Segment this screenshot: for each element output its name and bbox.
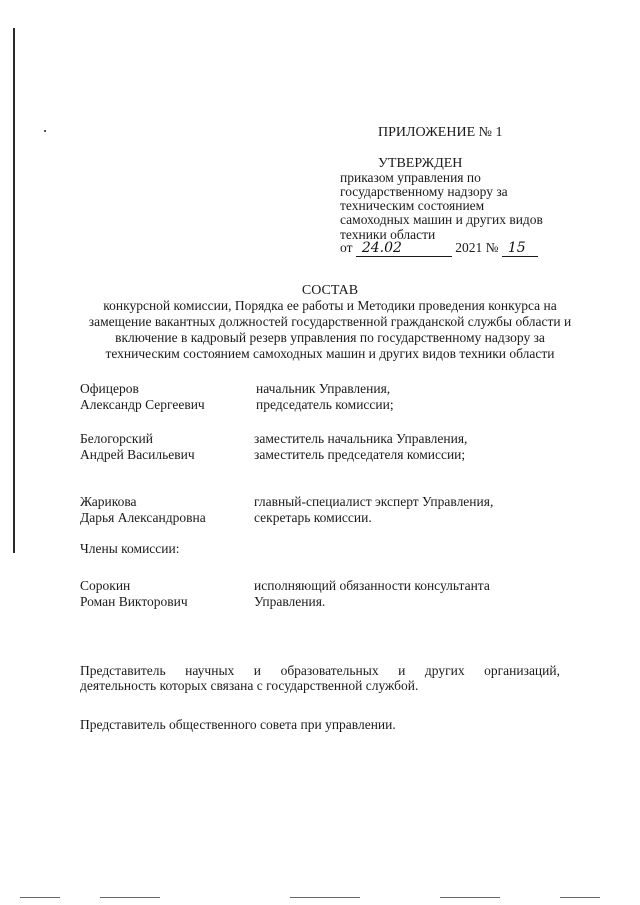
year-number-text: 2021 № [455, 240, 499, 255]
scan-artifact [440, 897, 500, 898]
member-name: Андрей Васильевич [80, 447, 195, 462]
order-line-4: самоходных машин и других видов [340, 212, 543, 227]
member-name: Александр Сергеевич [80, 397, 205, 412]
number-handwritten: 15 [507, 240, 526, 256]
order-line-2: государственному надзору за [340, 184, 508, 199]
member-role-line-2: председатель комиссии; [256, 397, 394, 412]
number-field [502, 240, 538, 257]
date-handwritten: 24.02 [361, 240, 402, 256]
scan-artifact [290, 897, 360, 898]
member-role-line-1: исполняющий обязанности консультанта [254, 578, 490, 593]
document-heading: СОСТАВ [301, 283, 359, 298]
order-line-3: техническим состоянием [340, 198, 485, 213]
order-line-5: техники области [340, 227, 436, 242]
order-date-line [340, 240, 538, 257]
scan-artifact [560, 897, 600, 898]
member-surname: Офицеров [80, 381, 139, 396]
member-role-line-2: секретарь комиссии. [254, 510, 372, 525]
representatives-line-2: деятельность которых связана с государственной службой. [80, 678, 419, 693]
scan-dot [44, 130, 46, 132]
member-surname: Жарикова [80, 494, 137, 509]
member-surname: Сорокин [80, 578, 131, 593]
public-council-representative: Представитель общественного совета при управлении. [80, 717, 396, 732]
member-name: Дарья Александровна [80, 510, 206, 525]
member-role-line-2: Управления. [254, 594, 326, 609]
order-line-1: приказом управления по [340, 170, 481, 185]
appendix-label: ПРИЛОЖЕНИЕ № 1 [378, 125, 503, 140]
member-name: Роман Викторович [80, 594, 188, 609]
date-prefix: от [340, 240, 353, 255]
subtitle-line-2: замещение вакантных должностей государственной гражданской службы области и [88, 314, 572, 329]
scan-artifact [100, 897, 160, 898]
member-surname: Белогорский [80, 431, 153, 446]
date-field [356, 240, 452, 257]
member-role-line-1: заместитель начальника Управления, [254, 431, 468, 446]
subtitle-line-3: включение в кадровый резерв управления по государственному надзору за [115, 330, 545, 345]
subtitle-line-4: техническим состоянием самоходных машин и других видов техники области [105, 346, 555, 361]
representatives-paragraph [80, 663, 560, 693]
approved-label: УТВЕРЖДЕН [378, 156, 463, 171]
member-role-line-1: начальник Управления, [256, 381, 391, 396]
member-role-line-2: заместитель председателя комиссии; [254, 447, 466, 462]
member-role-line-1: главный-специалист эксперт Управления, [254, 494, 494, 509]
subtitle-line-1: конкурсной комиссии, Порядка ее работы и Методики проведения конкурса на [103, 298, 557, 313]
commission-members-label: Члены комиссии: [80, 541, 180, 556]
scan-artifact [20, 897, 60, 898]
scan-border-line [13, 28, 15, 553]
representatives-line-1: Представитель научных и образовательных и других организаций, [80, 663, 560, 678]
